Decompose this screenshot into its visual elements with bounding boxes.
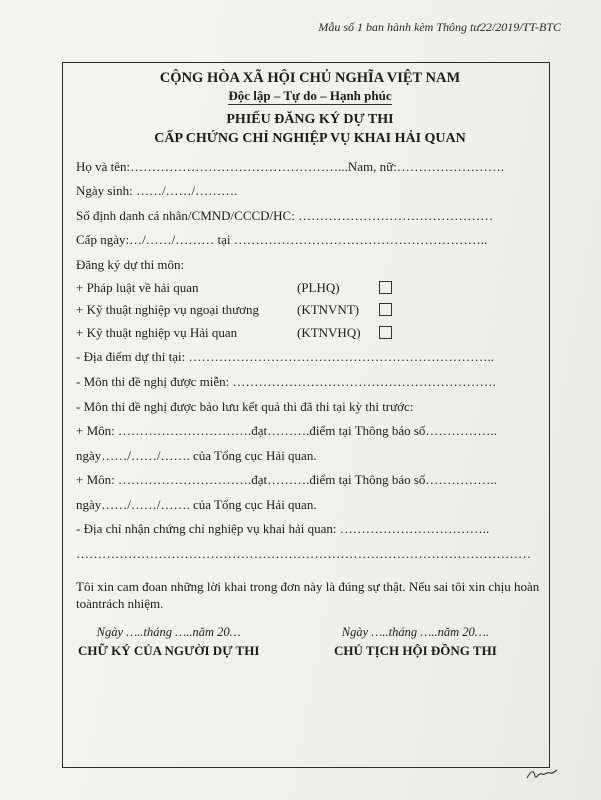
subject-checkbox-ktnvnt[interactable] [379, 303, 392, 316]
subject-code: (KTNVHQ) [297, 324, 361, 340]
form-number-note: Mẫu số 1 ban hành kèm Thông tư22/2019/TT-BTC [318, 20, 561, 34]
field-venue[interactable]: - Địa điểm dự thi tại: …………………………………………………………….. [76, 349, 494, 365]
field-subject-2[interactable]: + Môn: ………………………….đạt……….điểm tại Thông báo số…………….. [76, 472, 497, 488]
subject-row-ktnvnt [76, 302, 544, 318]
field-subject-1-date[interactable]: ngày……/……/……. của Tổng cục Hải quan. [76, 447, 317, 463]
candidate-signature-block [78, 625, 259, 659]
field-exempt[interactable]: - Môn thi đề nghị được miễn: ……………………………………………………. [76, 373, 496, 389]
signature-section [76, 625, 544, 685]
field-address[interactable]: - Địa chỉ nhận chứng chỉ nghiệp vụ khai hải quan: …………………………….. [76, 521, 490, 537]
subject-row-plhq [76, 280, 544, 296]
field-dob[interactable]: Ngày sinh: ……/……/………. [76, 183, 238, 199]
candidate-sign-title: CHỮ KÝ CỦA NGƯỜI DỰ THI [78, 642, 260, 658]
subject-name: + Pháp luật về hải quan [76, 279, 199, 295]
chairman-sign-title: CHỦ TỊCH HỘI ĐỒNG THI [334, 642, 497, 658]
motto [76, 88, 544, 104]
form-content [76, 68, 544, 685]
initials-mark-icon [525, 766, 559, 782]
field-name[interactable]: Họ và tên:…………………………………………...Nam, nữ:……………………. [76, 158, 505, 174]
subject-name: + Kỹ thuật nghiệp vụ Hải quan [76, 324, 238, 340]
subject-code: (KTNVNT) [297, 302, 360, 318]
chairman-signature-block [334, 625, 497, 659]
candidate-sign-date: Ngày …..tháng …..năm 20… [96, 624, 241, 639]
field-address-continued[interactable]: …………………………………………………………………………………………… [76, 546, 531, 562]
subject-name: + Kỹ thuật nghiệp vụ ngoại thương [76, 302, 260, 318]
motto-text: Độc lập – Tự do – Hạnh phúc [228, 88, 392, 104]
subject-code: (PLHQ) [297, 279, 340, 295]
form-subtitle: CẤP CHỨNG CHỈ NGHIỆP VỤ KHAI HẢI QUAN [154, 130, 466, 146]
field-subject-2-date[interactable]: ngày……/……/……. của Tổng cục Hải quan. [76, 496, 317, 512]
register-label: Đăng ký dự thi môn: [76, 256, 185, 272]
subject-checkbox-plhq[interactable] [379, 281, 392, 294]
chairman-sign-date: Ngày …..tháng …..năm 20…. [341, 624, 489, 639]
field-issued[interactable]: Cấp ngày:…/……/……… tại ………………………………………………….. [76, 232, 488, 248]
reserve-label: - Môn thi đề nghị được bảo lưu kết quả thi đã thi tại kỳ thi trước: [76, 398, 414, 414]
form-title: PHIẾU ĐĂNG KÝ DỰ THI [226, 111, 394, 127]
subject-row-ktnvhq [76, 325, 544, 341]
pledge-statement: Tôi xin cam đoan những lời khai trong đơn này là đúng sự thật. Nếu sai tôi xin chịu hoàn toàntrách nhiệm. [76, 578, 540, 612]
field-id-number[interactable]: Số định danh cá nhân/CMND/CCCD/HC: ……………………………………… [76, 207, 494, 223]
subject-checkbox-ktnvhq[interactable] [379, 326, 392, 339]
nation-heading: CỘNG HÒA XÃ HỘI CHỦ NGHĨA VIỆT NAM [159, 70, 461, 86]
field-subject-1[interactable]: + Môn: ………………………….đạt……….điểm tại Thông báo số…………….. [76, 423, 497, 439]
